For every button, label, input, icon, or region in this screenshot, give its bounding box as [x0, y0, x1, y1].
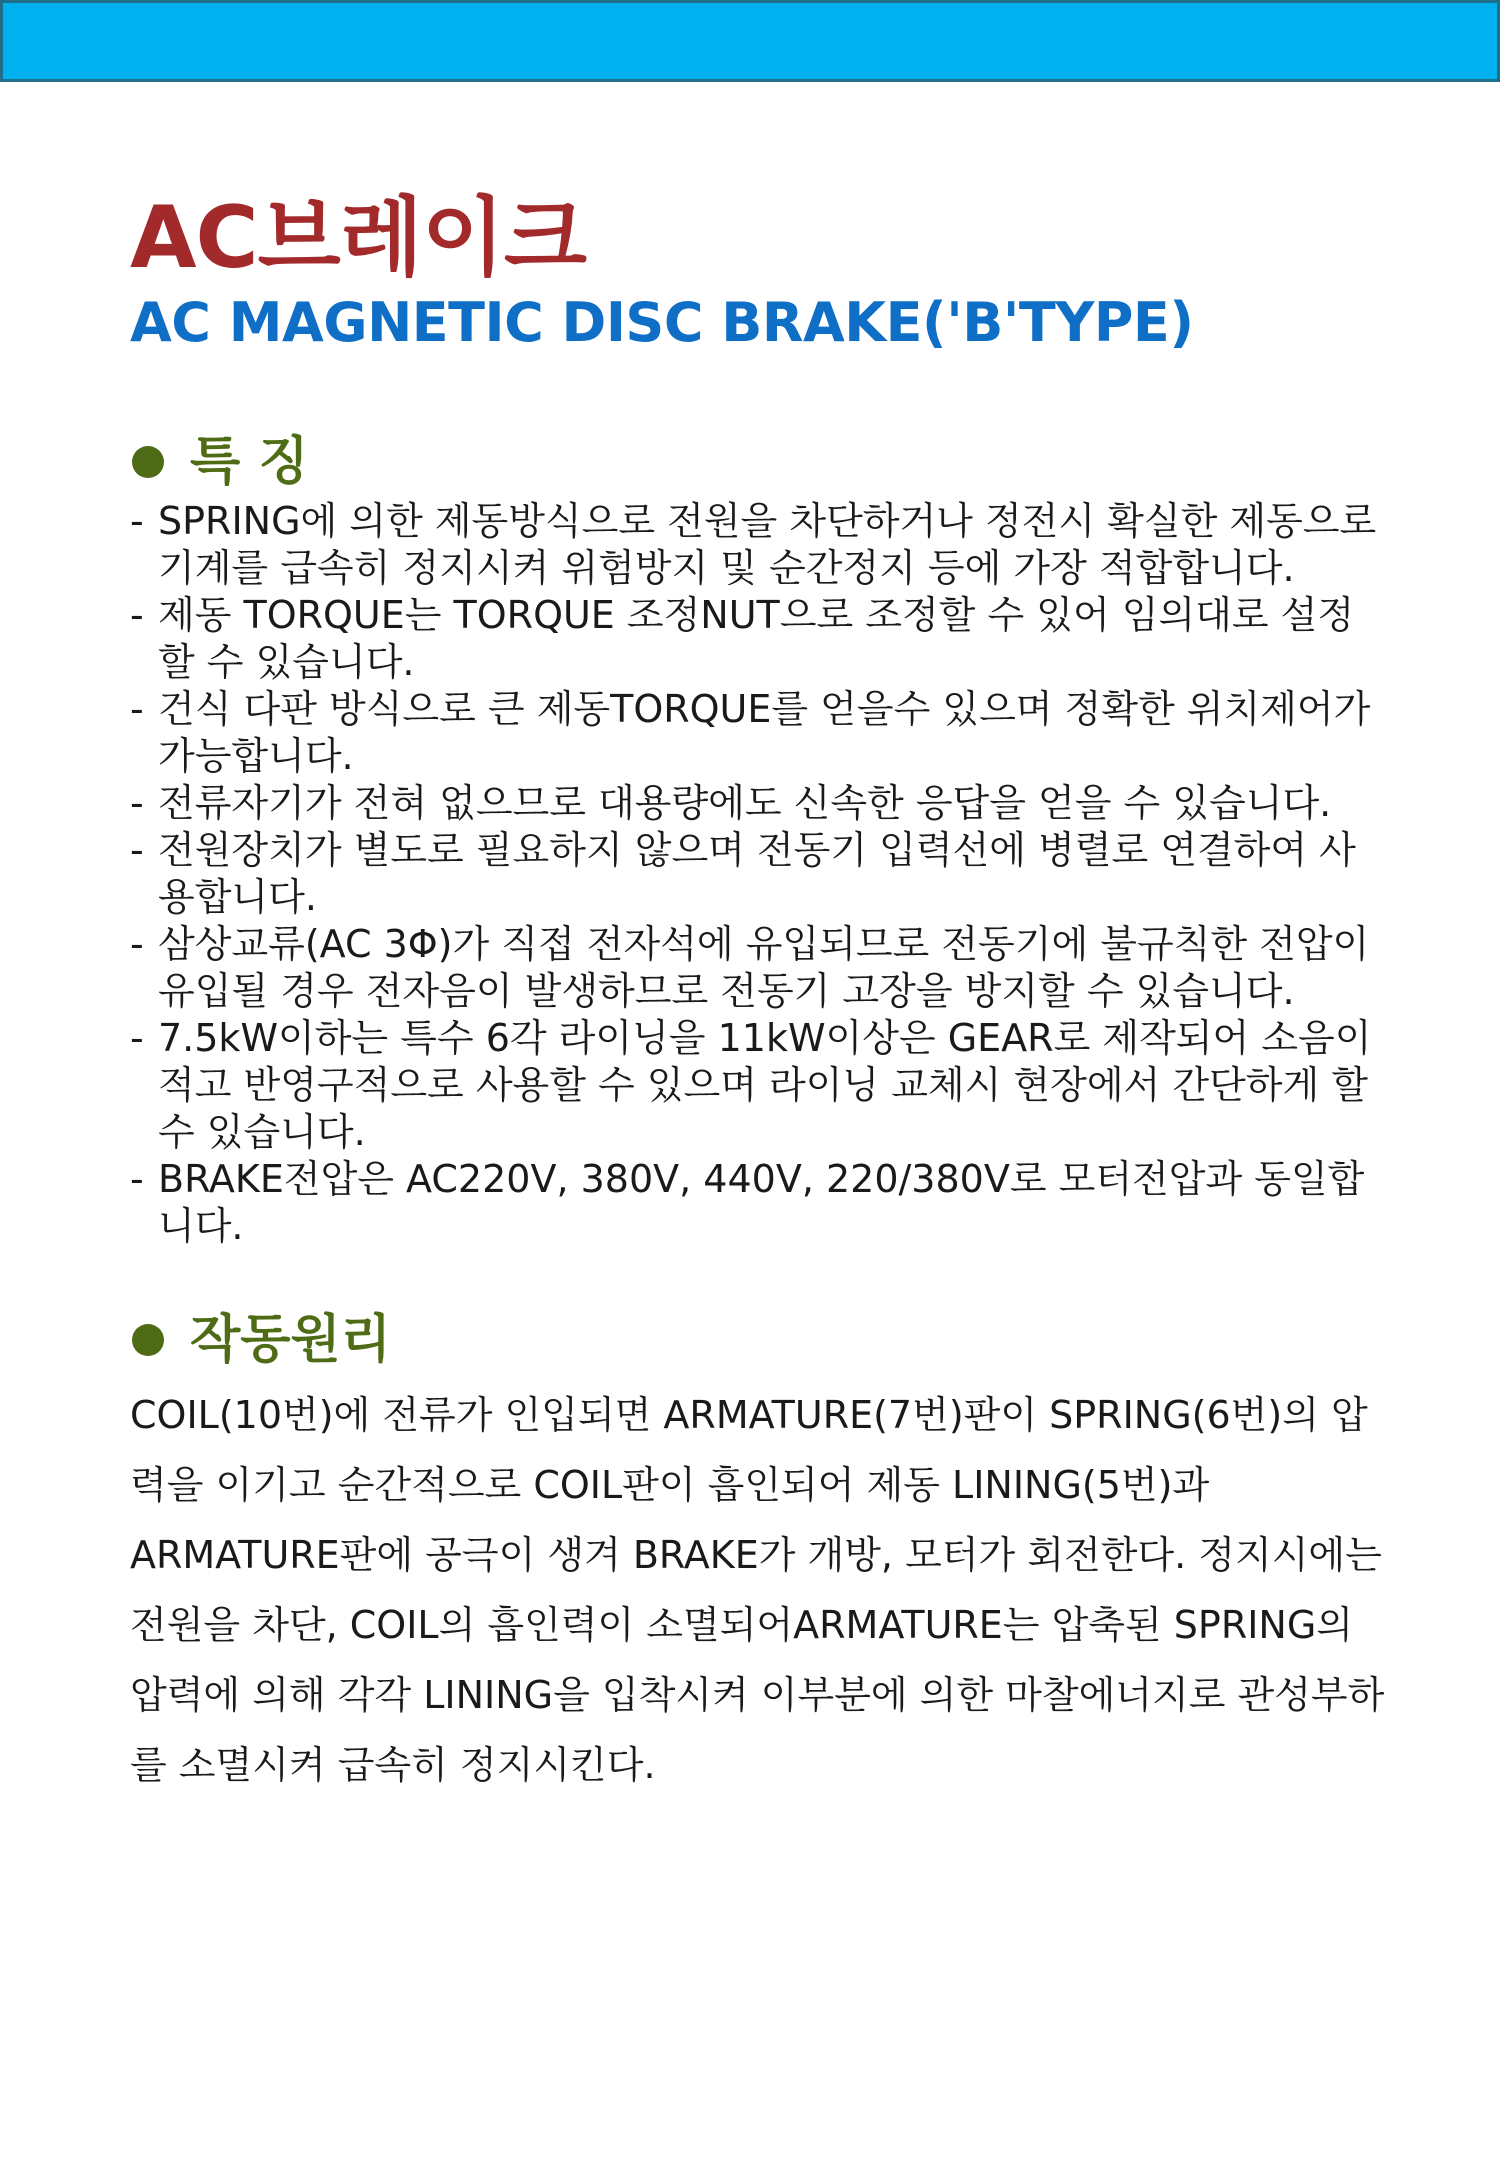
dash-bullet: -	[130, 687, 144, 731]
dash-bullet: -	[130, 922, 144, 966]
top-banner-bar	[0, 0, 1500, 82]
feature-item	[130, 1015, 1380, 1156]
principle-heading-label: 작동원리	[190, 1310, 391, 1370]
features-heading	[130, 430, 1390, 494]
feature-item-text: 7.5kW이하는 특수 6각 라이닝을 11kW이상은 GEAR로 제작되어 소음이 적고 반영구적으로 사용할 수 있으며 라이닝 교체시 현장에서 간단하게 할 수 있습니다.	[158, 1016, 1372, 1154]
feature-item	[130, 498, 1380, 592]
feature-item	[130, 921, 1380, 1015]
dash-bullet: -	[130, 593, 144, 637]
dash-bullet: -	[130, 499, 144, 543]
page-subtitle: AC MAGNETIC DISC BRAKE('B'TYPE)	[130, 291, 1194, 354]
dash-bullet: -	[130, 1157, 144, 1201]
feature-item	[130, 1156, 1380, 1250]
feature-item-text: 전원장치가 별도로 필요하지 않으며 전동기 입력선에 병렬로 연결하여 사용합니다.	[158, 828, 1356, 919]
feature-item-text: SPRING에 의한 제동방식으로 전원을 차단하거나 정전시 확실한 제동으로 기계를 급속히 정지시켜 위험방지 및 순간정지 등에 가장 적합합니다.	[158, 499, 1377, 590]
features-list	[130, 498, 1380, 1250]
principle-paragraph: COIL(10번)에 전류가 인입되면 ARMATURE(7번)판이 SPRING(6번)의 압력을 이기고 순간적으로 COIL판이 흡인되어 제동 LINING(5번)과 ARMATURE판에 공극이 생겨 BRAKE가 개방, 모터가 회전한다. 정지시에는 전원을 차단, COIL의 흡인력이 소멸되어ARMATURE는 압축된 SPRING의 압력에 의해 각각 LINING을 입착시켜 이부분에 의한 마찰에너지로 관성부하를 소멸시켜 급속히 정지시킨다.	[130, 1393, 1385, 1787]
green-bullet-icon	[132, 446, 164, 478]
feature-item-text: 전류자기가 전혀 없으므로 대용량에도 신속한 응답을 얻을 수 있습니다.	[158, 781, 1332, 825]
dash-bullet: -	[130, 1016, 144, 1060]
principle-heading	[130, 1308, 1390, 1372]
dash-bullet: -	[130, 781, 144, 825]
dash-bullet: -	[130, 828, 144, 872]
feature-item	[130, 780, 1380, 827]
feature-item	[130, 592, 1380, 686]
feature-item	[130, 686, 1380, 780]
feature-item-text: 건식 다판 방식으로 큰 제동TORQUE를 얻을수 있으며 정확한 위치제어가 가능합니다.	[158, 687, 1371, 778]
features-heading-label: 특 징	[190, 432, 309, 492]
page-title: AC브레이크	[130, 188, 586, 288]
feature-item-text: 삼상교류(AC 3Φ)가 직접 전자석에 유입되므로 전동기에 불규칙한 전압이 유입될 경우 전자음이 발생하므로 전동기 고장을 방지할 수 있습니다.	[158, 922, 1370, 1013]
feature-item-text: 제동 TORQUE는 TORQUE 조정NUT으로 조정할 수 있어 임의대로 설정할 수 있습니다.	[158, 593, 1355, 684]
green-bullet-icon	[132, 1324, 164, 1356]
feature-item	[130, 827, 1380, 921]
feature-item-text: BRAKE전압은 AC220V, 380V, 440V, 220/380V로 모터전압과 동일합니다.	[158, 1157, 1365, 1248]
document-body	[130, 188, 1390, 1800]
